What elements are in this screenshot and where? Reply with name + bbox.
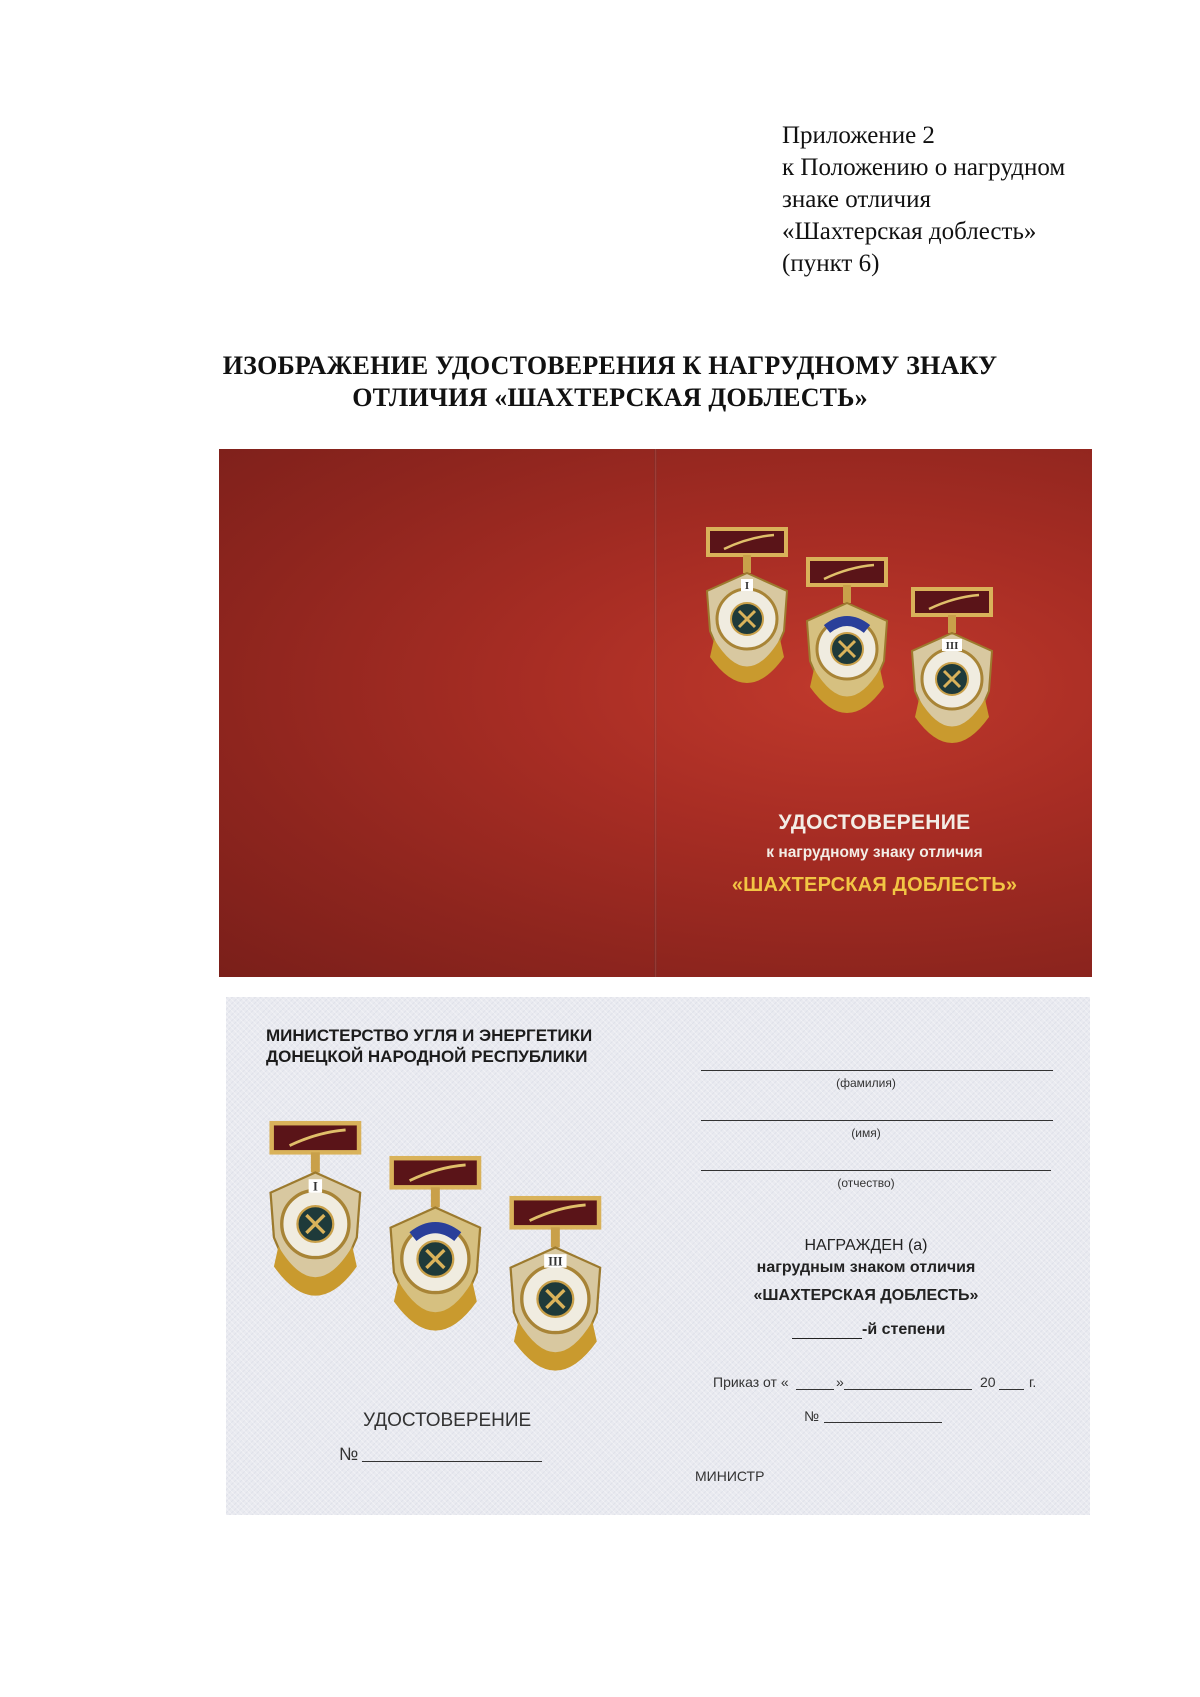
medal-first-degree (707, 529, 787, 683)
appendix-note (782, 120, 1162, 280)
order-year-field (999, 1389, 1024, 1390)
document-title (180, 350, 1040, 414)
minister-label: МИНИСТР (695, 1468, 765, 1484)
medal-degree-label: III (548, 1254, 563, 1269)
medal-degree-label: III (945, 640, 959, 652)
order-number-field (824, 1422, 942, 1423)
medal-third-degree (511, 1198, 601, 1370)
inner-medals-image (256, 1112, 616, 1382)
order-date-label: Приказ от « (713, 1374, 789, 1390)
medal-first-degree (271, 1123, 361, 1295)
certificate-number-field (362, 1461, 542, 1462)
ministry-name (266, 1025, 646, 1067)
cover-award-name: «ШАХТЕРСКАЯ ДОБЛЕСТЬ» (731, 874, 1018, 896)
appendix-line: к Положению о нагрудном (782, 154, 1066, 181)
medal-third-degree (912, 589, 992, 743)
awarded-label: НАГРАЖДЕН (а) (804, 1237, 928, 1254)
medal-degree-label: I (312, 1179, 318, 1194)
appendix-line: «Шахтерская доблесть» (782, 218, 1037, 245)
medal-degree-label: I (744, 580, 750, 592)
patronymic-caption: (отчество) (837, 1176, 895, 1190)
certificate-inner-spread (226, 997, 1090, 1515)
document-title-line: ИЗОБРАЖЕНИЕ УДОСТОВЕРЕНИЯ К НАГРУДНОМУ ЗНАКУ (222, 351, 998, 380)
medal-second-degree (807, 559, 887, 713)
degree-text: -й степени (862, 1321, 946, 1338)
order-number-label: № (804, 1408, 820, 1424)
cover-heading: УДОСТОВЕРЕНИЕ (778, 811, 971, 834)
appendix-line: знаке отличия (782, 186, 931, 213)
surname-field (701, 1070, 1053, 1071)
order-year-prefix: 20 (980, 1374, 996, 1390)
awarded-badge-line: нагрудным знаком отличия (756, 1259, 976, 1276)
cover-fold (654, 449, 657, 977)
order-quote-close: » (836, 1374, 844, 1390)
name-field (701, 1120, 1053, 1121)
name-caption: (имя) (851, 1126, 881, 1140)
degree-field (792, 1338, 862, 1339)
certificate-label: УДОСТОВЕРЕНИЕ (363, 1410, 532, 1431)
awarded-badge-name: «ШАХТЕРСКАЯ ДОБЛЕСТЬ» (753, 1287, 979, 1304)
cover-subheading: к нагрудному знаку отличия (766, 844, 983, 861)
certificate-number-label: № (339, 1444, 359, 1464)
ministry-line: ДОНЕЦКОЙ НАРОДНОЙ РЕСПУБЛИКИ (266, 1047, 588, 1066)
order-day-field (796, 1389, 834, 1390)
certificate-cover (219, 449, 1092, 977)
surname-caption: (фамилия) (836, 1076, 896, 1090)
appendix-line: (пункт 6) (782, 250, 880, 277)
cover-medals-image (694, 519, 1024, 759)
document-title-line: ОТЛИЧИЯ «ШАХТЕРСКАЯ ДОБЛЕСТЬ» (352, 383, 868, 412)
order-year-suffix: г. (1029, 1374, 1037, 1390)
order-month-field (844, 1389, 972, 1390)
medal-second-degree (391, 1158, 481, 1330)
patronymic-field (701, 1170, 1051, 1171)
appendix-line: Приложение 2 (782, 122, 935, 149)
ministry-line: МИНИСТЕРСТВО УГЛЯ И ЭНЕРГЕТИКИ (266, 1026, 593, 1045)
